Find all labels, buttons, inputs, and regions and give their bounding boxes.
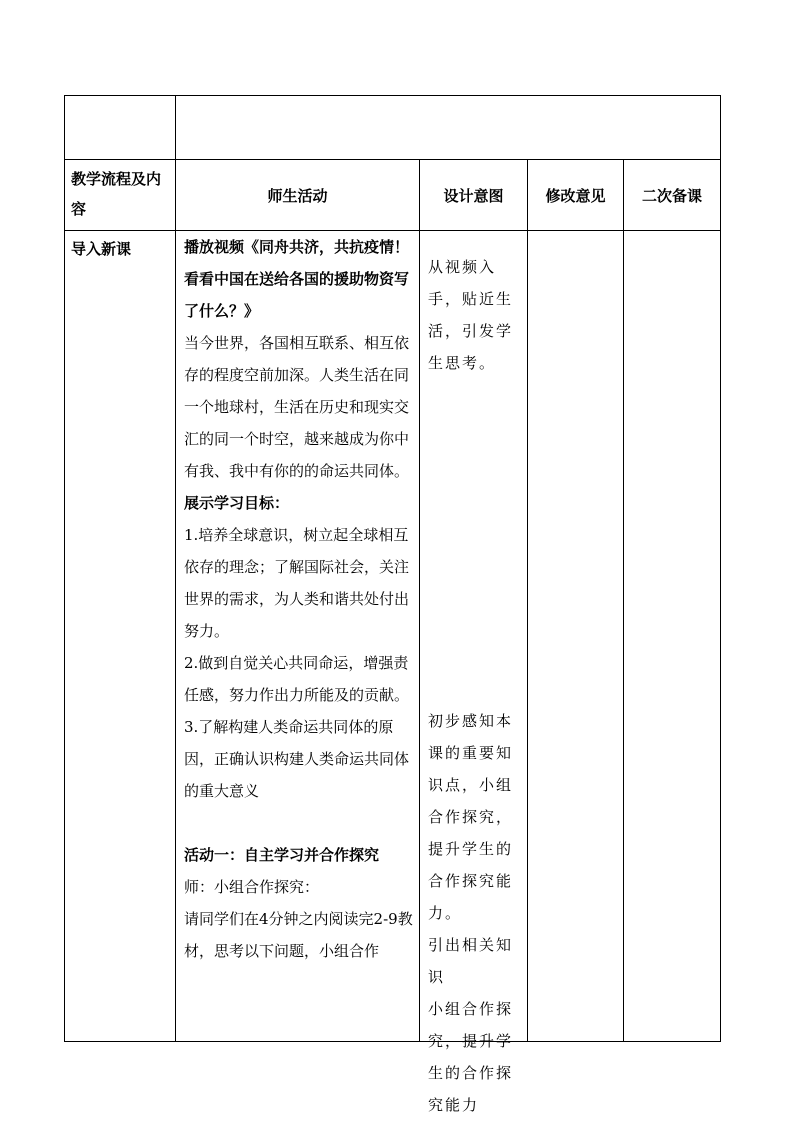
header-second-prep: 二次备课	[624, 160, 721, 231]
header-flow: 教学流程及内容	[65, 160, 176, 231]
header-revision: 修改意见	[528, 160, 624, 231]
intent-2: 初步感知本课的重要知识点，小组合作探究，提升学生的合作探究能力。	[428, 712, 514, 922]
spacer	[184, 807, 413, 839]
blank-cell-left	[65, 96, 176, 160]
table-header-row	[65, 160, 721, 231]
header-intent: 设计意图	[420, 160, 528, 231]
intent-4: 小组合作探究，提升学生的合作探究能力	[428, 1000, 514, 1114]
revision-cell	[528, 231, 624, 1042]
activity-goals-heading: 展示学习目标：	[184, 494, 290, 512]
activity-goal-2: 2.做到自觉关心共同命运，增强责任感，努力作出力所能及的贡献。	[184, 654, 410, 704]
intent-3: 引出相关知识	[428, 936, 514, 986]
activity-video-title: 播放视频《同舟共济，共抗疫情！看看中国在送给各国的援助物资写了什么？》	[184, 238, 410, 320]
activity-goal-1: 1.培养全球意识，树立起全球相互依存的理念；了解国际社会，关注世界的需求，为人类和谐共处付出努力。	[184, 526, 410, 640]
activity-teacher-line: 师：小组合作探究：	[184, 878, 320, 896]
intent-cell	[420, 231, 528, 1114]
table-row-blank	[65, 96, 721, 160]
blank-cell-right	[176, 96, 721, 160]
header-activity: 师生活动	[176, 160, 420, 231]
lesson-plan-table	[64, 95, 721, 1114]
activity-goal-3: 3.了解构建人类命运共同体的原因，正确认识构建人类命运共同体的重大意义	[184, 718, 410, 800]
intent-1: 从视频入手，贴近生活，引发学生思考。	[428, 258, 514, 372]
flow-label: 导入新课	[65, 231, 176, 1042]
activity-intro-text: 当今世界，各国相互联系、相互依存的程度空前加深。人类生活在同一个地球村，生活在历史和现实交汇的同一个时空，越来越成为你中有我、我中有你的的命运共同体。	[184, 334, 410, 480]
activity-one-heading: 活动一：自主学习并合作探究	[184, 846, 380, 864]
activity-instruction: 请同学们在4分钟之内阅读完2-9教材，思考以下问题，小组合作	[184, 910, 413, 960]
table-row	[65, 231, 721, 1042]
activity-cell	[176, 231, 420, 1042]
second-prep-cell	[624, 231, 721, 1042]
